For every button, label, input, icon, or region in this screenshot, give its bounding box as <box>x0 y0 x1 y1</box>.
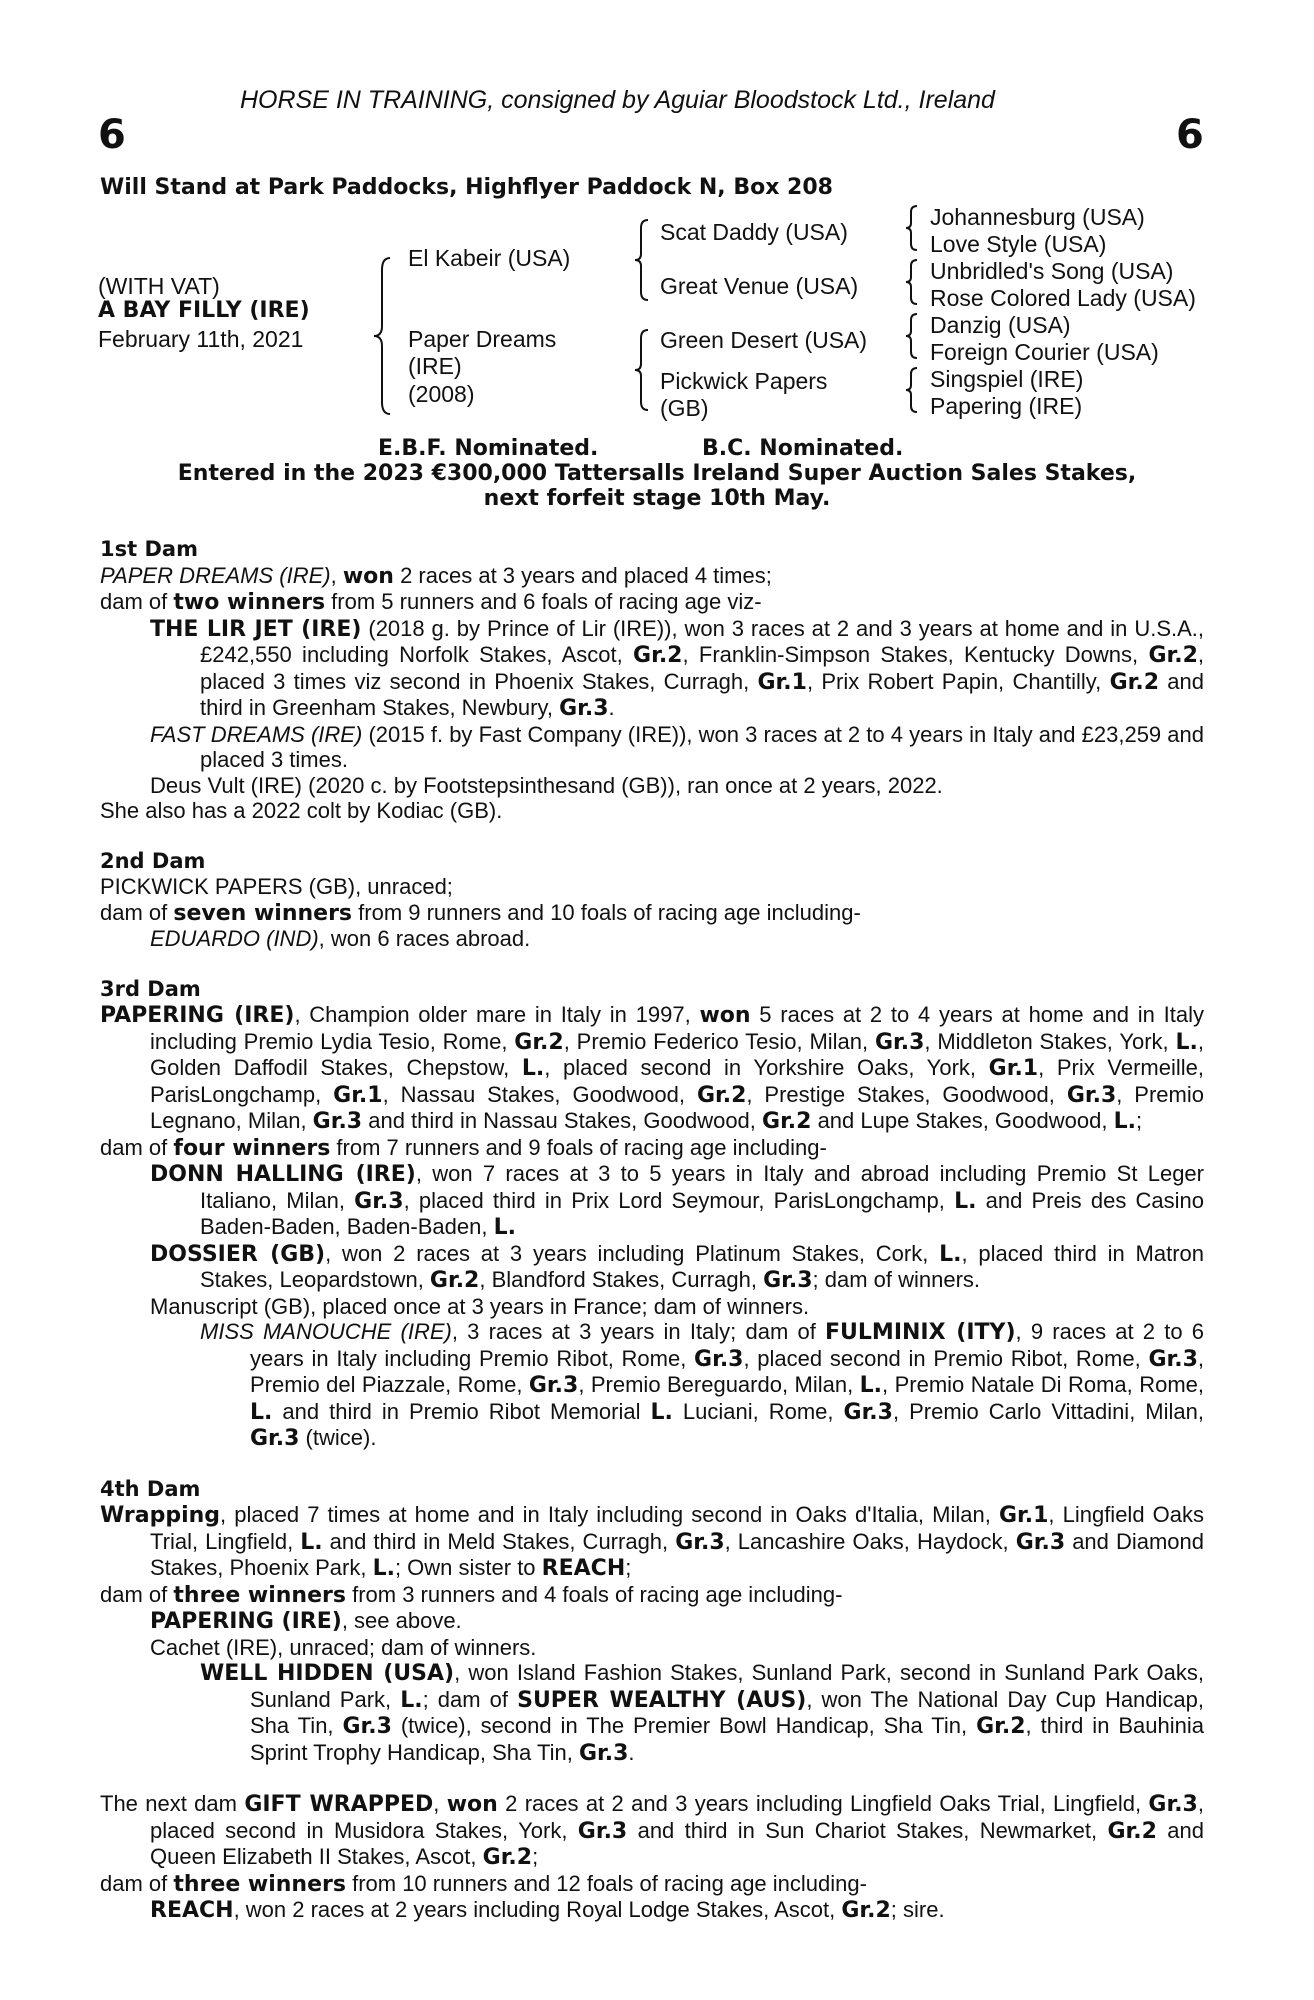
produce-manuscript: Manuscript (GB), placed once at 3 years in France; dam of winners. <box>150 1293 810 1319</box>
vat-note: (WITH VAT) <box>98 273 220 299</box>
dam-year: (2008) <box>408 381 475 407</box>
lot-number-left: 6 <box>98 112 126 158</box>
produce-reach: REACH, won 2 races at 2 years including Royal Lodge Stakes, Ascot, Gr.2; sire. <box>150 1897 945 1923</box>
produce-fast-dreams: FAST DREAMS (IRE) (2015 f. by Fast Company (IRE)), won 3 races at 2 to 4 years in Italy and £23,259 and placed 3 times. <box>150 721 1205 772</box>
produce-dossier: DOSSIER (GB), won 2 races at 3 years including Platinum Stakes, Cork, L., placed third in Matron Stakes, Leopardstown, Gr.2, Blandford Stakes, Curragh, Gr.3; dam of winners. <box>150 1240 1205 1293</box>
catalogue-body <box>100 537 1204 1924</box>
dam-sire-sire: Danzig (USA) <box>930 312 1071 338</box>
dam3-para: PAPERING (IRE), Champion older mare in Italy in 1997, won 5 races at 2 to 4 years at home and in Italy including Premio Lydia Tesio, Rome, Gr.2, Premio Federico Tesio, Milan, Gr.3, Middleton Stakes, York, L., Golden Daffodil Stakes, Chepstow, L., placed second in Yorkshire Oaks, York, Gr.1, Prix Vermeille, ParisLongchamp, Gr.1, Nassau Stakes, Goodwood, Gr.2, Prestige Stakes, Goodwood, Gr.3, Premio Legnano, Milan, Gr.3 and third in Nassau Stakes, Goodwood, Gr.2 and Lupe Stakes, Goodwood, L.; <box>100 1002 1204 1134</box>
ebf-nomination: E.B.F. Nominated. <box>378 436 599 461</box>
bc-nomination: B.C. Nominated. <box>702 436 904 461</box>
pedigree-brace-main <box>370 256 396 416</box>
pedigree-brace-sd <box>904 258 920 306</box>
produce-the-lir-jet: THE LIR JET (IRE) (2018 g. by Prince of Lir (IRE)), won 3 races at 2 and 3 years at home and in U.S.A., £242,550 including Norfolk Stakes, Ascot, Gr.2, Franklin-Simpson Stakes, Kentucky Downs, Gr.2, placed 3 times viz second in Phoenix Stakes, Curragh, Gr.1, Prix Robert Papin, Chantilly, Gr.2 and third in Greenham Stakes, Newbury, Gr.3. <box>150 615 1205 721</box>
dam4-para: Wrapping, placed 7 times at home and in Italy including second in Oaks d'Italia, Milan, Gr.1, Lingfield Oaks Trial, Lingfield, L. and third in Meld Stakes, Curragh, Gr.3, Lancashire Oaks, Haydock, Gr.3 and Diamond Stakes, Phoenix Park, L.; Own sister to REACH; <box>100 1502 1205 1581</box>
sire-dam: Great Venue (USA) <box>660 273 859 299</box>
dam-dam-sire: Singspiel (IRE) <box>930 366 1084 392</box>
section-title-3rd-dam: 3rd Dam <box>100 976 201 1001</box>
dam-sire-dam: Foreign Courier (USA) <box>930 339 1159 365</box>
dam2-para: PICKWICK PAPERS (GB), unraced; <box>100 874 453 899</box>
dam-dam-country: (GB) <box>660 395 709 421</box>
dam2-produce-intro: dam of seven winners from 9 runners and 10 foals of racing age including- <box>100 899 861 926</box>
pedigree-brace-sire <box>632 218 652 302</box>
section-title-1st-dam: 1st Dam <box>100 537 198 561</box>
entry-line-1: Entered in the 2023 €300,000 Tattersalls Ireland Super Auction Sales Stakes, <box>177 461 1137 486</box>
pedigree-brace-ds <box>904 312 920 360</box>
dam-dam: Pickwick Papers <box>660 368 828 394</box>
consignment-line: HORSE IN TRAINING, consigned by Aguiar Bloodstock Ltd., Ireland <box>240 86 995 114</box>
produce-cachet: Cachet (IRE), unraced; dam of winners. <box>150 1634 537 1660</box>
entry-line-2: next forfeit stage 10th May. <box>483 486 831 511</box>
produce-donn-halling: DONN HALLING (IRE), won 7 races at 3 to 5 years in Italy and abroad including Premio St Leger Italiano, Milan, Gr.3, placed third in Prix Lord Seymour, ParisLongchamp, L. and Preis des Casino Baden-Baden, Baden-Baden, L. <box>150 1161 1205 1240</box>
produce-papering: PAPERING (IRE), see above. <box>150 1608 462 1634</box>
dam-country: (IRE) <box>408 353 462 379</box>
sire-name: El Kabeir (USA) <box>408 245 571 271</box>
dam3-produce-intro: dam of four winners from 7 runners and 9 foals of racing age including- <box>100 1134 827 1161</box>
section-title-2nd-dam: 2nd Dam <box>100 848 206 873</box>
pedigree-brace-ss <box>904 204 920 252</box>
produce-2022-colt: She also has a 2022 colt by Kodiac (GB). <box>100 798 503 823</box>
dam-dam-dam: Papering (IRE) <box>930 393 1083 419</box>
foaling-date: February 11th, 2021 <box>98 326 304 352</box>
sire-sire: Scat Daddy (USA) <box>660 219 848 245</box>
horse-name: A BAY FILLY (IRE) <box>98 298 310 323</box>
produce-deus-vult: Deus Vult (IRE) (2020 c. by Footstepsinthesand (GB)), ran once at 2 years, 2022. <box>150 772 943 798</box>
sire-dam-sire: Unbridled's Song (USA) <box>930 258 1174 284</box>
sire-sire-sire: Johannesburg (USA) <box>930 204 1145 230</box>
dam-sire: Green Desert (USA) <box>660 327 868 353</box>
dam4-produce-intro: dam of three winners from 3 runners and 4 foals of racing age including- <box>100 1581 843 1608</box>
produce-miss-manouche: MISS MANOUCHE (IRE), 3 races at 3 years in Italy; dam of FULMINIX (ITY), 9 races at 2 to 6 years in Italy including Premio Ribot, Rome, Gr.3, placed second in Premio Ribot, Rome, Gr.3, Premio del Piazzale, Rome, Gr.3, Premio Bereguardo, Milan, L., Premio Natale Di Roma, Rome, L. and third in Premio Ribot Memorial L. Luciani, Rome, Gr.3, Premio Carlo Vittadini, Milan, Gr.3 (twice). <box>200 1319 1205 1451</box>
sire-dam-dam: Rose Colored Lady (USA) <box>930 285 1196 311</box>
dam1-para: PAPER DREAMS (IRE), won 2 races at 3 years and placed 4 times; <box>100 562 772 589</box>
stand-location: Will Stand at Park Paddocks, Highflyer Paddock N, Box 208 <box>100 175 833 200</box>
dam1-produce-intro: dam of two winners from 5 runners and 6 foals of racing age viz- <box>100 589 762 615</box>
next-dam-produce-intro: dam of three winners from 10 runners and 12 foals of racing age including- <box>100 1870 867 1897</box>
lot-number-right: 6 <box>1176 112 1204 158</box>
next-dam-para: The next dam GIFT WRAPPED, won 2 races at 2 and 3 years including Lingfield Oaks Trial, Lingfield, Gr.3, placed second in Musidora Stakes, York, Gr.3 and third in Sun Chariot Stakes, Newmarket, Gr.2 and Queen Elizabeth II Stakes, Ascot, Gr.2; <box>100 1791 1204 1870</box>
sire-sire-dam: Love Style (USA) <box>930 231 1107 257</box>
pedigree-brace-dam <box>632 328 652 412</box>
produce-eduardo: EDUARDO (IND), won 6 races abroad. <box>150 926 531 951</box>
produce-well-hidden: WELL HIDDEN (USA), won Island Fashion Stakes, Sunland Park, second in Sunland Park Oaks, Sunland Park, L.; dam of SUPER WEALTHY (AUS), won The National Day Cup Handicap, Sha Tin, Gr.3 (twice), second in The Premier Bowl Handicap, Sha Tin, Gr.2, third in Bauhinia Sprint Trophy Handicap, Sha Tin, Gr.3. <box>200 1660 1205 1766</box>
section-title-4th-dam: 4th Dam <box>100 1476 201 1501</box>
dam-name: Paper Dreams <box>408 326 557 352</box>
pedigree-brace-dd <box>904 366 920 414</box>
